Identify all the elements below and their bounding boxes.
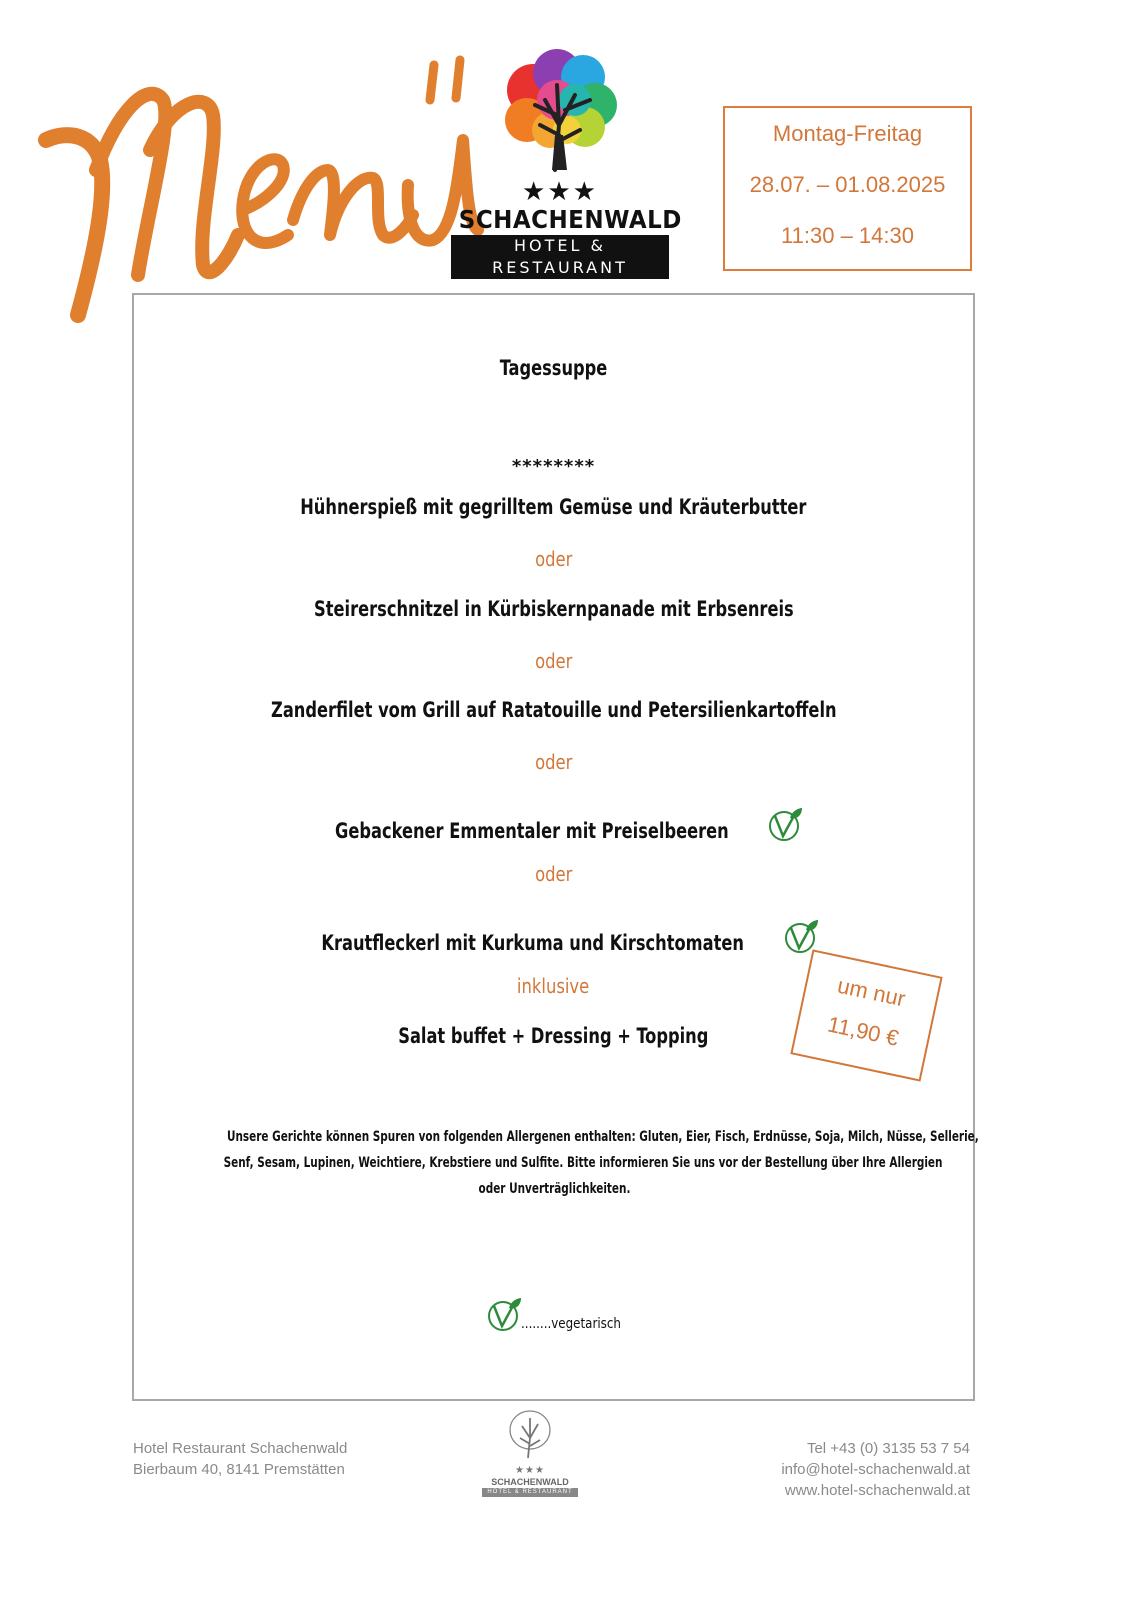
separator-line xyxy=(132,456,975,477)
vegetarian-icon xyxy=(768,806,804,842)
menu-script-title xyxy=(38,20,498,330)
date-box xyxy=(723,106,972,271)
legend-text: ........vegetarisch xyxy=(521,1316,621,1332)
footer-address xyxy=(133,1438,347,1480)
connector-oder: oder xyxy=(534,750,573,774)
menu-script-graphic xyxy=(38,20,498,330)
dish-name: Zanderfilet vom Grill auf Ratatouille und Petersilienkartoffeln xyxy=(270,698,837,722)
dish-name: Steirerschnitzel in Kürbiskernpanade mit Erbsenreis xyxy=(313,597,794,621)
inclusive-label: inklusive xyxy=(517,974,590,998)
soup-line xyxy=(132,356,975,380)
logo-subtitle: HOTEL & RESTAURANT xyxy=(451,235,669,279)
connector-oder: oder xyxy=(534,547,573,571)
tree-logo-icon xyxy=(495,45,625,175)
footer-street: Bierbaum 40, 8141 Premstätten xyxy=(133,1461,345,1478)
footer-logo-stars: ★★★ xyxy=(515,1465,545,1476)
connector-line-3 xyxy=(132,750,975,774)
logo-stars: ★★★ xyxy=(522,176,598,206)
dish-line-2 xyxy=(132,597,975,621)
footer-name: Hotel Restaurant Schachenwald xyxy=(133,1440,348,1457)
price-amount: 11,90 € xyxy=(825,1011,901,1051)
date-box-dates: 28.07. – 01.08.2025 xyxy=(749,172,946,197)
connector-line-4 xyxy=(132,862,975,886)
separator: ******** xyxy=(511,456,596,477)
allergen-line: Senf, Sesam, Lupinen, Weichtiere, Krebstiere und Sulfite. Bitte informieren Sie uns vor der Bestellung über Ihre Allergien xyxy=(223,1155,943,1171)
date-box-days: Montag-Freitag xyxy=(772,121,923,146)
soup-title: Tagessuppe xyxy=(499,356,608,380)
allergen-note xyxy=(150,1124,979,1202)
dish-name: Gebackener Emmentaler mit Preiselbeeren xyxy=(335,819,730,843)
connector-oder: oder xyxy=(534,862,573,886)
footer-contact xyxy=(700,1438,970,1501)
vegetarian-icon xyxy=(784,918,820,954)
footer-logo-brand: SCHACHENWALD xyxy=(491,1477,569,1487)
connector-line-1 xyxy=(132,547,975,571)
footer-tree-icon xyxy=(504,1408,556,1460)
dish-line-5 xyxy=(132,918,975,955)
dish-line-3 xyxy=(132,698,975,722)
footer-logo xyxy=(482,1408,578,1497)
vegetarian-icon xyxy=(487,1296,523,1332)
logo-brand-name: SCHACHENWALD xyxy=(458,205,682,234)
vegetarian-legend xyxy=(485,1296,621,1333)
date-box-hours: 11:30 – 14:30 xyxy=(781,223,914,248)
footer-email[interactable]: info@hotel-schachenwald.at xyxy=(781,1461,970,1478)
footer-logo-subtitle: HOTEL & RESTAURANT xyxy=(482,1488,578,1497)
footer-phone: Tel +43 (0) 3135 53 7 54 xyxy=(806,1440,970,1457)
allergen-line: oder Unverträglichkeiten. xyxy=(478,1181,630,1197)
included-items: Salat buffet + Dressing + Topping xyxy=(398,1024,709,1048)
connector-line-2 xyxy=(132,649,975,673)
connector-oder: oder xyxy=(534,649,573,673)
price-prefix: um nur xyxy=(835,972,908,1012)
dish-line-1 xyxy=(132,495,975,519)
allergen-line: Unsere Gerichte können Spuren von folgenden Allergenen enthalten: Gluten, Eier, Fisch, Erdnüsse, Soja, Milch, Nüsse, Sellerie, xyxy=(226,1129,979,1145)
hotel-logo xyxy=(450,45,682,285)
dish-line-4 xyxy=(132,806,975,843)
dish-name: Hühnerspieß mit gegrilltem Gemüse und Kräuterbutter xyxy=(300,495,807,519)
dish-name: Krautfleckerl mit Kurkuma und Kirschtomaten xyxy=(321,931,744,955)
footer-website[interactable]: www.hotel-schachenwald.at xyxy=(784,1482,970,1499)
